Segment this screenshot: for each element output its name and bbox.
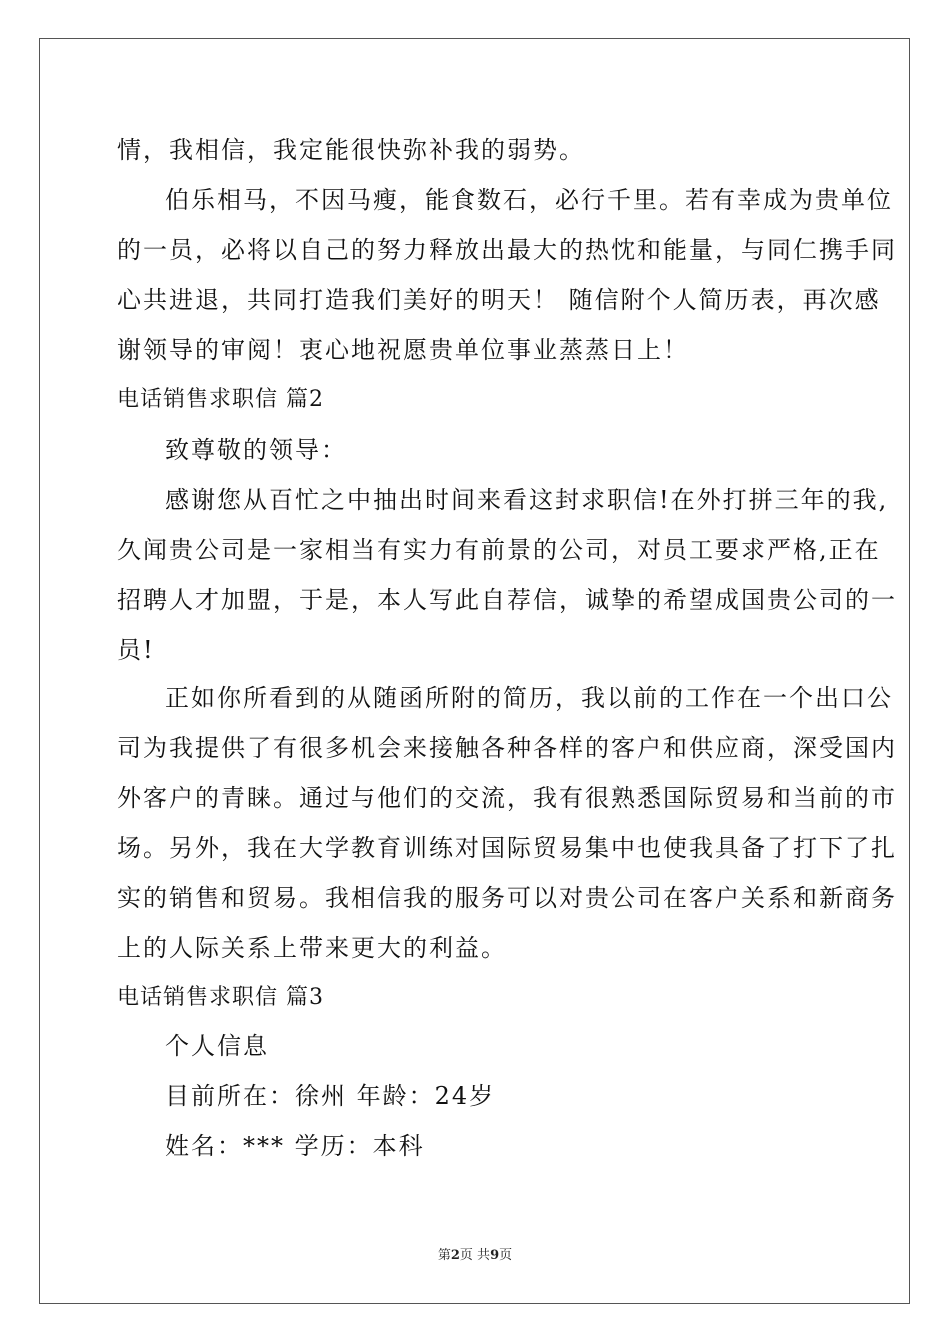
- footer-page-number: 2: [450, 1248, 460, 1263]
- paragraph-line: 感谢您从百忙之中抽出时间来看这封求职信!在外打拼三年的我,: [165, 486, 889, 514]
- paragraph-line: 的一员，必将以自己的努力释放出最大的热忱和能量，与同仁携手同: [117, 236, 897, 264]
- paragraph-line: 招聘人才加盟，于是，本人写此自荐信，诚挚的希望成国贵公司的一: [117, 586, 897, 614]
- paragraph-line: 场。另外，我在大学教育训练对国际贸易集中也使我具备了打下了扎: [117, 834, 897, 862]
- info-line: 姓名：*** 学历：本科: [165, 1132, 425, 1160]
- footer-total-pages: 9: [490, 1248, 500, 1263]
- info-line: 目前所在：徐州 年龄：24岁: [165, 1082, 496, 1110]
- page-frame: [39, 38, 910, 1304]
- paragraph-line: 心共进退，共同打造我们美好的明天！ 随信附个人简历表，再次感: [117, 286, 881, 314]
- footer-suffix: 页: [499, 1248, 513, 1263]
- paragraph-line: 外客户的青睐。通过与他们的交流，我有很熟悉国际贸易和当前的市: [117, 784, 897, 812]
- paragraph-line: 司为我提供了有很多机会来接触各种各样的客户和供应商，深受国内: [117, 734, 897, 762]
- info-title: 个人信息: [165, 1032, 269, 1060]
- paragraph-line: 正如你所看到的从随函所附的简历，我以前的工作在一个出口公: [165, 684, 893, 712]
- paragraph-line: 上的人际关系上带来更大的利益。: [117, 934, 507, 962]
- paragraph-line: 久闻贵公司是一家相当有实力有前景的公司，对员工要求严格,正在: [117, 536, 881, 564]
- section-heading: 电话销售求职信 篇3: [117, 985, 324, 1010]
- footer-prefix: 第: [437, 1248, 451, 1263]
- salutation: 致尊敬的领导：: [165, 436, 347, 464]
- section-heading: 电话销售求职信 篇2: [117, 387, 324, 412]
- page-footer: [0, 1248, 950, 1264]
- paragraph-line: 谢领导的审阅！衷心地祝愿贵单位事业蒸蒸日上！: [117, 336, 689, 364]
- paragraph-line: 情，我相信，我定能很快弥补我的弱势。: [117, 136, 585, 164]
- footer-middle: 页 共: [459, 1248, 491, 1263]
- paragraph-line: 伯乐相马，不因马瘦，能食数石，必行千里。若有幸成为贵单位: [165, 186, 893, 214]
- paragraph-line: 实的销售和贸易。我相信我的服务可以对贵公司在客户关系和新商务: [117, 884, 897, 912]
- paragraph-line: 员!: [117, 636, 155, 664]
